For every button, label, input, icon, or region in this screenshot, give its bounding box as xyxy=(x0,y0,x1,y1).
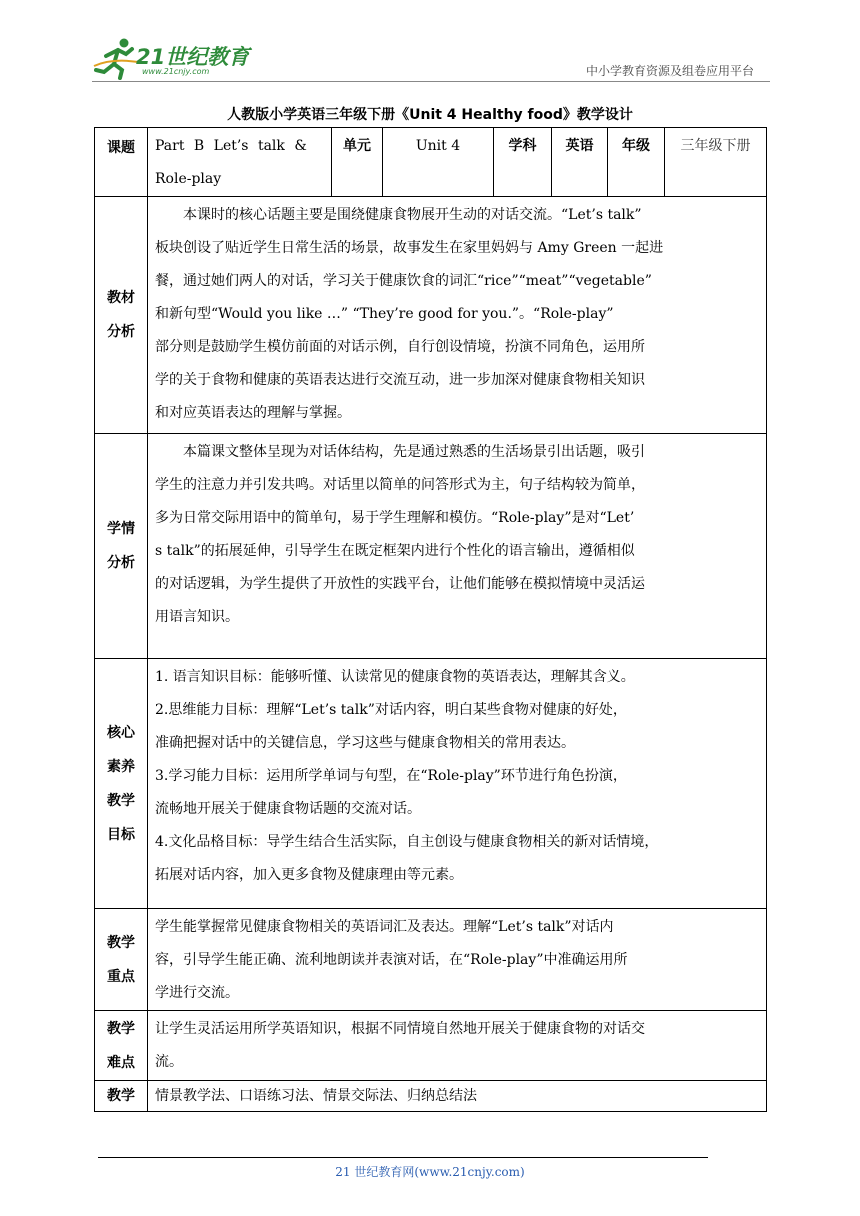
goal-line: 流畅地开展关于健康食物话题的交流对话。 xyxy=(155,801,421,817)
text-line: 板块创设了贴近学生日常生活的场景，故事发生在家里妈妈与 Amy Green 一起进 xyxy=(155,240,664,256)
label-difficulties: 教学难点 xyxy=(95,1011,148,1081)
runner-logo-icon xyxy=(92,36,142,80)
text-line: 部分则是鼓励学生模仿前面的对话示例，自行创设情境，扮演不同角色，运用所 xyxy=(155,339,645,355)
text-line: 餐，通过她们两人的对话，学习关于健康饮食的词汇“rice”“meat”“vegetable” xyxy=(155,273,652,289)
key-points-text xyxy=(148,909,767,1011)
label-core-goals: 核心素养教学目标 xyxy=(95,659,148,909)
info-row xyxy=(95,128,767,197)
text-line: 学的关于食物和健康的英语表达进行交流互动，进一步加深对健康食物相关知识 xyxy=(155,372,645,388)
text-line: 学进行交流。 xyxy=(155,985,239,1001)
course-line: Role-play xyxy=(155,171,222,187)
label-methods: 教学 xyxy=(95,1081,148,1112)
text-line: 和新句型“Would you like …” “They’re good for you.”。“Role-play” xyxy=(155,306,614,322)
learner-analysis-row xyxy=(95,434,767,659)
logo-brand: 21世纪教育 xyxy=(136,45,250,69)
goal-line: 3.学习能力目标：运用所学单词与句型，在“Role-play”环节进行角色扮演， xyxy=(155,768,627,784)
goal-line: 准确把握对话中的关键信息，学习这些与健康食物相关的常用表达。 xyxy=(155,735,575,751)
text-line: 和对应英语表达的理解与掌握。 xyxy=(155,405,351,421)
text-line: 学生能掌握常见健康食物相关的英语词汇及表达。理解“Let’s talk”对话内 xyxy=(155,919,614,935)
text-line: 学生的注意力并引发共鸣。对话里以简单的问答形式为主，句子结构较为简单， xyxy=(155,477,645,493)
header-divider xyxy=(92,81,770,82)
label-key-points: 教学重点 xyxy=(95,909,148,1011)
logo xyxy=(92,36,292,80)
label-grade: 年级 xyxy=(608,128,665,197)
platform-name: 中小学教育资源及组卷应用平台 xyxy=(585,64,754,78)
core-goals-text xyxy=(148,659,767,909)
text-line: 用语言知识。 xyxy=(155,609,239,625)
subject-value: 英语 xyxy=(552,128,608,197)
unit-value: Unit 4 xyxy=(383,128,494,197)
lesson-plan-table xyxy=(94,127,767,1112)
goal-line: 4.文化品格目标：导学生结合生活实际，自主创设与健康食物相关的新对话情境， xyxy=(155,834,659,850)
text-line: 多为日常交际用语中的简单句，易于学生理解和模仿。“Role-play”是对“Let’ xyxy=(155,510,635,526)
logo-url: www.21cnjy.com xyxy=(142,67,210,76)
goal-line: 1. 语言知识目标：能够听懂、认读常见的健康食物的英语表达，理解其含义。 xyxy=(155,669,635,685)
grade-value: 三年级下册 xyxy=(665,128,767,197)
document-title: 人教版小学英语三年级下册《Unit 4 Healthy food》教学设计 xyxy=(227,107,633,123)
text-line: 容，引导学生能正确、流利地朗读并表演对话，在“Role-play”中准确运用所 xyxy=(155,952,628,968)
textbook-analysis-row xyxy=(95,197,767,434)
textbook-analysis-text xyxy=(148,197,767,434)
methods-row xyxy=(95,1081,767,1112)
learner-analysis-text xyxy=(148,434,767,659)
core-goals-row xyxy=(95,659,767,909)
page-header xyxy=(92,36,770,82)
label-subject: 学科 xyxy=(494,128,552,197)
label-course: 课题 xyxy=(95,128,148,197)
difficulties-row xyxy=(95,1011,767,1081)
course-line: Part B Let’s talk & xyxy=(155,138,307,154)
methods-text: 情景教学法、口语练习法、情景交际法、归纳总结法 xyxy=(148,1081,767,1112)
text-line: 本篇课文整体呈现为对话体结构，先是通过熟悉的生活场景引出话题，吸引 xyxy=(183,444,645,460)
key-points-row xyxy=(95,909,767,1011)
footer-source: 21 世纪教育网(www.21cnjy.com) xyxy=(335,1165,525,1179)
label-textbook-analysis: 教材分析 xyxy=(95,197,148,434)
text-line: s talk”的拓展延伸，引导学生在既定框架内进行个性化的语言输出，遵循相似 xyxy=(155,543,635,559)
label-learner-analysis: 学情分析 xyxy=(95,434,148,659)
text-line: 本课时的核心话题主要是围绕健康食物展开生动的对话交流。“Let’s talk” xyxy=(183,207,642,223)
text-line: 的对话逻辑，为学生提供了开放性的实践平台，让他们能够在模拟情境中灵活运 xyxy=(155,576,645,592)
difficulties-text xyxy=(148,1011,767,1081)
footer-divider xyxy=(98,1157,708,1158)
goal-line: 2.思维能力目标：理解“Let’s talk”对话内容，明白某些食物对健康的好处， xyxy=(155,702,627,718)
label-unit: 单元 xyxy=(332,128,383,197)
text-line: 让学生灵活运用所学英语知识，根据不同情境自然地开展关于健康食物的对话交 xyxy=(155,1021,645,1037)
course-cell xyxy=(148,128,332,197)
goal-line: 拓展对话内容，加入更多食物及健康理由等元素。 xyxy=(155,867,463,883)
text-line: 流。 xyxy=(155,1054,183,1070)
